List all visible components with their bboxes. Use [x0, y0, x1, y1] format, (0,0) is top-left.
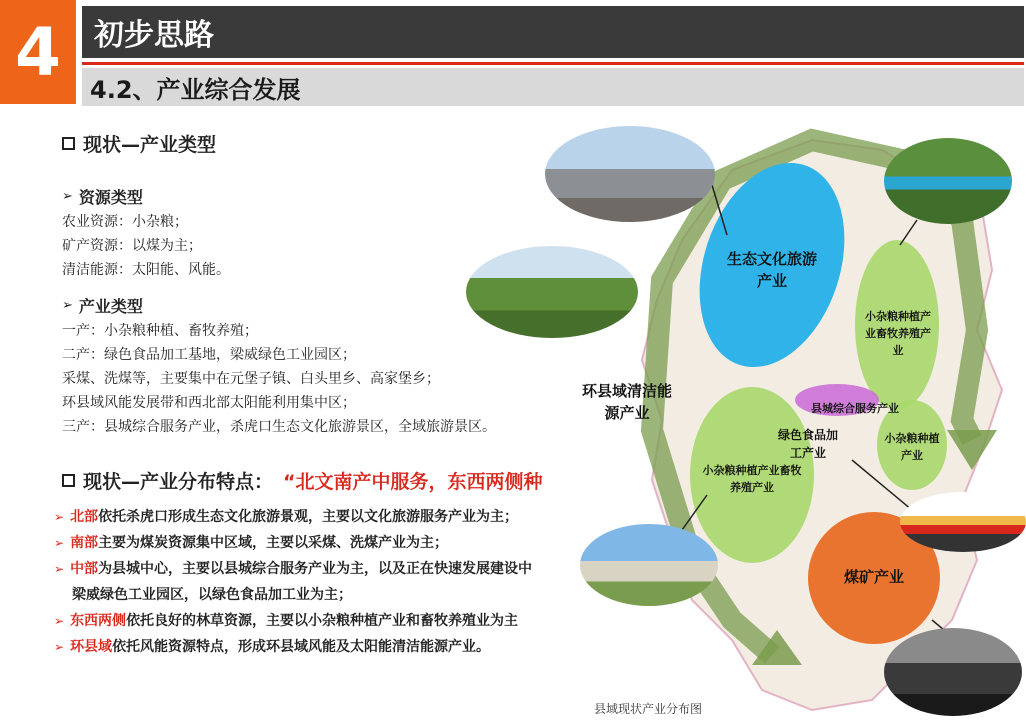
checkbox-square-icon: [62, 137, 75, 150]
distribution-bullet-east-west: [54, 608, 592, 634]
ne-grain-label: 小杂粮种植产业畜牧养殖产业: [865, 310, 931, 357]
bullet-text: 为县城中心，主要以县城综合服务产业为主，以及正在快速发展建设中: [98, 561, 533, 577]
eco-tourism-label: 生态文化旅游产业: [727, 250, 818, 290]
industry-type-heading-text: 产业类型: [78, 297, 143, 316]
resource-line: 矿产资源：以煤为主；: [62, 238, 202, 254]
section-number-badge: 4: [0, 0, 76, 104]
industry-line: 二产：绿色食品加工基地，梁威绿色工业园区；: [62, 347, 356, 363]
bullet-text: 依托良好的林草资源，主要以小杂粮种植产业和畜牧养殖业为主: [126, 613, 519, 629]
wind-farm-photo: [466, 246, 638, 338]
coal-label: 煤矿产业: [843, 568, 904, 586]
checkbox-square-icon: [62, 474, 75, 487]
arrow-bullet-icon: ➢: [54, 614, 65, 628]
bullet-text: 主要为煤炭资源集中区域，主要以采煤、洗煤产业为主；: [98, 535, 449, 551]
sheep-pasture-photo: [580, 524, 718, 606]
food-processing-label: 绿色食品加工产业: [778, 428, 839, 460]
west-grain-label: 小杂粮种植产业畜牧养殖产业: [702, 464, 802, 494]
bullet-key: 中部: [70, 561, 99, 577]
ring-energy-label: 环县域清洁能源产业: [582, 382, 673, 422]
map-caption: 县域现状产业分布图: [594, 702, 703, 716]
resource-type-heading-text: 资源类型: [78, 188, 143, 207]
bullet-key: 环县域: [70, 639, 113, 655]
bullet-text: 依托杀虎口形成生态文化旅游景观，主要以文化旅游服务产业为主；: [98, 509, 519, 525]
resource-line: 农业资源：小杂粮；: [62, 214, 188, 230]
arrow-bullet-icon: ➢: [54, 510, 65, 524]
page-title: 初步思路: [82, 6, 1024, 58]
resource-type-heading: [62, 185, 592, 208]
arrow-bullet-icon: ➢: [54, 640, 65, 654]
industry-line: 一产：小杂粮种植、畜牧养殖；: [62, 323, 258, 339]
service-label: 县城综合服务产业: [811, 402, 899, 415]
distribution-bullet-continuation: 梁威绿色工业园区，以绿色食品加工业为主；: [72, 587, 352, 603]
section-heading-industry-types: [62, 130, 592, 157]
bullet-key: 北部: [70, 509, 99, 525]
distribution-bullet-center: [54, 556, 592, 582]
arrow-bullet-icon: ➢: [62, 189, 73, 204]
title-divider: [82, 62, 1024, 65]
factory-photo: [900, 492, 1026, 552]
industry-line: 环县域风能发展带和西北部太阳能利用集中区；: [62, 395, 356, 411]
gate-photo: [545, 126, 715, 222]
bullet-text: 依托风能资源特点，形成环县域风能及太阳能清洁能源产业。: [112, 639, 491, 655]
industry-line: 三产：县城综合服务产业，杀虎口生态文化旅游景区，全域旅游景区。: [62, 419, 496, 435]
bullet-key: 东西两侧: [70, 613, 127, 629]
distribution-bullet-north: [54, 504, 592, 530]
coal-mine-photo: [884, 628, 1022, 716]
lake-forest-photo: [884, 138, 1012, 224]
distribution-slogan: “北文南产中服务，东西两侧种: [283, 471, 543, 493]
arrow-bullet-icon: ➢: [62, 298, 73, 313]
section-heading-distribution: [62, 467, 592, 494]
east-grain-label: 小杂粮种植产业: [884, 432, 940, 462]
text-panel: [54, 124, 592, 684]
distribution-bullet-ring: [54, 634, 592, 660]
resource-line: 清洁能源：太阳能、风能。: [62, 262, 230, 278]
page-subtitle: 4.2、产业综合发展: [82, 68, 1024, 106]
bullet-key: 南部: [70, 535, 99, 551]
section-heading-text: 现状—产业分布特点：: [83, 471, 274, 493]
distribution-bullet-south: [54, 530, 592, 556]
section-heading-text: 现状—产业类型: [83, 134, 217, 156]
arrow-bullet-icon: ➢: [54, 536, 65, 550]
arrow-bullet-icon: ➢: [54, 562, 65, 576]
industry-line: 采煤、洗煤等，主要集中在元堡子镇、白头里乡、高家堡乡；: [62, 371, 440, 387]
